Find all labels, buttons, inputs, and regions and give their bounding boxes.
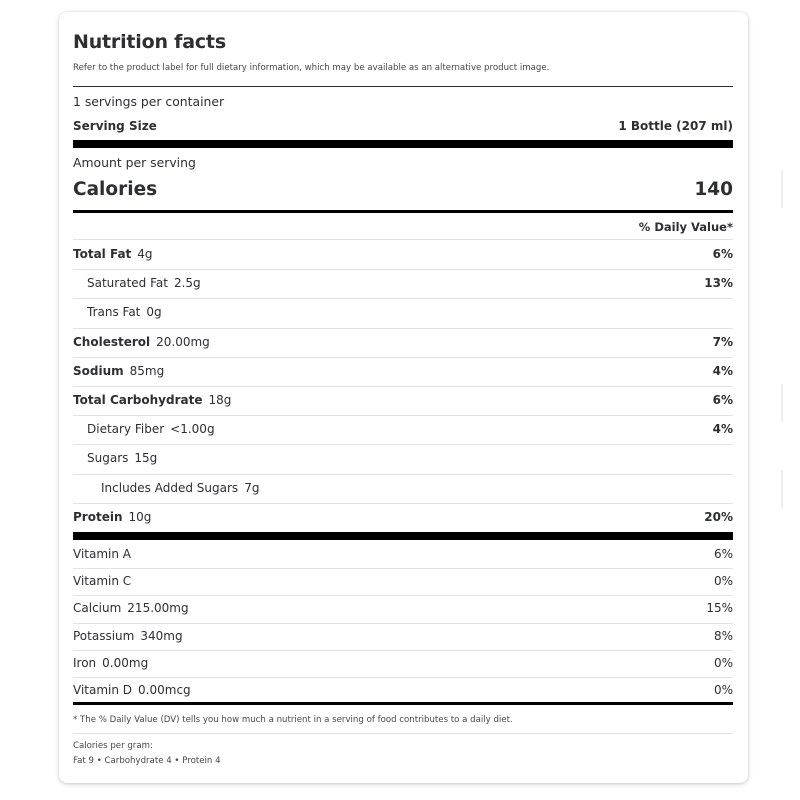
nutrient-name: Saturated Fat	[87, 276, 168, 291]
vitamin-row	[73, 623, 733, 650]
medium-divider	[73, 702, 733, 705]
nutrient-label	[73, 364, 164, 378]
nutrient-row	[73, 328, 733, 357]
nutrition-facts-card	[59, 12, 748, 783]
vitamin-amount: 0.00mcg	[138, 683, 191, 697]
nutrient-name: Includes Added Sugars	[101, 480, 239, 495]
calories-label: Calories	[73, 179, 158, 200]
vitamin-label	[73, 601, 189, 615]
nutrient-label	[87, 305, 162, 319]
nutrient-amount: 4g	[137, 247, 153, 261]
nutrient-row	[73, 474, 733, 503]
vitamin-daily-value: 0%	[713, 683, 733, 697]
nutrient-label	[87, 276, 201, 290]
calories-per-gram-label: Calories per gram:	[73, 741, 153, 751]
vitamin-row	[73, 568, 733, 595]
vitamin-daily-value: 0%	[713, 655, 733, 670]
nutrient-daily-value: 6%	[712, 393, 733, 407]
nutrient-row	[73, 269, 733, 298]
medium-divider	[73, 210, 733, 213]
nutrient-name: Total Carbohydrate	[73, 393, 203, 407]
divider	[73, 733, 733, 734]
nutrient-label	[73, 335, 210, 349]
nutrient-name: Trans Fat	[87, 305, 141, 320]
vitamin-name: Calcium	[73, 601, 122, 616]
edge-decoration	[781, 384, 783, 422]
nutrient-name: Protein	[73, 509, 123, 524]
amount-per-serving: Amount per serving	[73, 155, 196, 170]
nutrient-amount: 7g	[244, 480, 260, 495]
edge-decoration	[781, 170, 783, 208]
vitamin-label	[73, 629, 183, 643]
vitamin-label	[73, 656, 148, 670]
vitamin-name: Potassium	[73, 628, 135, 643]
nutrient-amount: 18g	[208, 393, 232, 407]
vitamin-name: Iron	[73, 655, 97, 670]
nutrient-label	[87, 422, 215, 436]
nutrient-label	[73, 510, 151, 524]
nutrient-row	[73, 415, 733, 444]
vitamin-daily-value: 15%	[706, 601, 733, 616]
nutrient-label	[101, 481, 259, 495]
vitamin-amount: 215.00mg	[127, 601, 189, 616]
vitamin-amount: 340mg	[140, 628, 183, 643]
nutrient-daily-value: 4%	[712, 363, 733, 378]
calories-per-gram-values: Fat 9 • Carbohydrate 4 • Protein 4	[73, 756, 221, 766]
vitamin-amount: 0.00mg	[102, 655, 149, 670]
nutrient-amount: 0g	[146, 305, 162, 320]
vitamin-name: Vitamin C	[73, 574, 132, 589]
nutrient-amount: 20.00mg	[156, 334, 210, 349]
vitamin-daily-value: 0%	[713, 574, 733, 589]
nutrient-amount: 85mg	[129, 363, 165, 378]
vitamin-label	[73, 574, 137, 588]
nutrient-daily-value: 7%	[712, 334, 733, 349]
nutrient-amount: 10g	[128, 509, 152, 524]
nutrient-row	[73, 298, 733, 327]
nutrient-name: Sodium	[73, 363, 124, 378]
vitamin-row	[73, 677, 733, 704]
serving-size-label: Serving Size	[73, 119, 157, 133]
nutrient-amount: 15g	[134, 451, 158, 466]
nutrient-name: Dietary Fiber	[87, 422, 165, 437]
nutrient-daily-value: 6%	[712, 247, 733, 261]
panel-disclaimer: Refer to the product label for full dietary information, which may be available as an alternative product image.	[73, 63, 550, 73]
vitamin-label	[73, 547, 137, 561]
calories-value: 140	[694, 179, 733, 200]
daily-value-footnote: * The % Daily Value (DV) tells you how much a nutrient in a serving of food contributes to a daily diet.	[73, 715, 513, 725]
nutrient-row	[73, 386, 733, 415]
nutrient-row	[73, 240, 733, 269]
nutrient-name: Cholesterol	[73, 334, 151, 349]
nutrient-label	[87, 451, 157, 465]
vitamin-label	[73, 683, 191, 697]
nutrient-name: Sugars	[87, 451, 129, 466]
nutrient-label	[73, 247, 153, 261]
vitamin-name: Vitamin A	[73, 547, 131, 561]
nutrient-label	[73, 393, 231, 407]
servings-per-container: 1 servings per container	[73, 94, 225, 109]
divider	[73, 86, 733, 87]
nutrient-daily-value: 13%	[704, 276, 733, 291]
panel-title: Nutrition facts	[73, 31, 226, 53]
vitamin-daily-value: 6%	[713, 547, 733, 561]
nutrient-daily-value: 20%	[704, 509, 733, 524]
vitamin-row	[73, 541, 733, 568]
nutrient-row	[73, 503, 733, 532]
nutrient-amount: <1.00g	[170, 422, 215, 437]
edge-decoration	[781, 470, 783, 508]
thick-divider	[73, 532, 733, 540]
vitamin-name: Vitamin D	[73, 683, 133, 697]
nutrient-name: Total Fat	[73, 247, 132, 261]
serving-size-value: 1 Bottle (207 ml)	[618, 119, 733, 133]
vitamin-row	[73, 595, 733, 622]
nutrient-row	[73, 357, 733, 386]
nutrient-row	[73, 444, 733, 473]
daily-value-header: % Daily Value*	[638, 220, 733, 234]
nutrient-amount: 2.5g	[173, 276, 201, 291]
vitamin-row	[73, 650, 733, 677]
thick-divider	[73, 140, 733, 148]
vitamin-daily-value: 8%	[713, 628, 733, 643]
nutrient-daily-value: 4%	[712, 422, 733, 437]
